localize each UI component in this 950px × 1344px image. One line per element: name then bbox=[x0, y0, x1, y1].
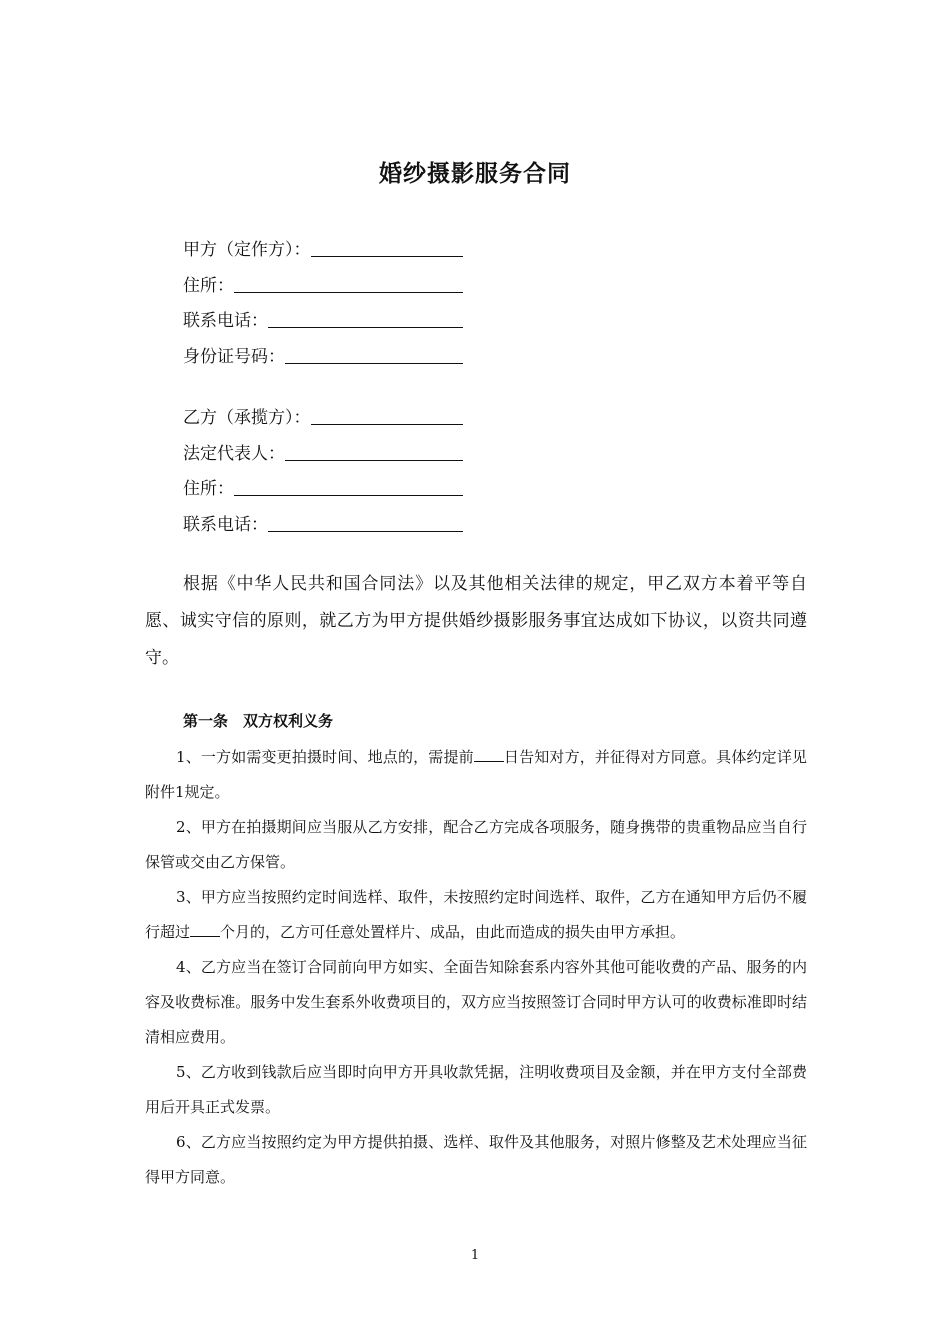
fill-in-blank[interactable] bbox=[285, 460, 463, 461]
party-a-phone-field bbox=[183, 304, 463, 340]
party-a-name-field bbox=[183, 233, 463, 269]
field-label: 住所： bbox=[183, 275, 234, 296]
inline-blank[interactable] bbox=[190, 922, 220, 937]
party-b-block bbox=[183, 401, 463, 543]
fill-in-blank[interactable] bbox=[311, 256, 464, 257]
clause-text: 3、甲方应当按照约定时间选样、取件，未按照约定时间选样、取件，乙方在通知甲方后仍不履行超过 bbox=[145, 888, 807, 941]
fill-in-blank[interactable] bbox=[268, 327, 463, 328]
clause-6: 6、乙方应当按照约定为甲方提供拍摄、选样、取件及其他服务，对照片修整及艺术处理应当征得甲方同意。 bbox=[145, 1133, 807, 1186]
clause-list bbox=[145, 740, 807, 1195]
clause-1 bbox=[145, 740, 807, 810]
field-label: 乙方（承揽方）： bbox=[183, 408, 311, 428]
section-title: 第一条 双方权利义务 bbox=[183, 712, 334, 730]
party-b-representative-field bbox=[183, 437, 463, 473]
fill-in-blank[interactable] bbox=[268, 531, 463, 532]
fill-in-blank[interactable] bbox=[311, 424, 464, 425]
clause-3 bbox=[145, 880, 807, 950]
field-label: 法定代表人： bbox=[183, 443, 285, 464]
fill-in-blank[interactable] bbox=[234, 292, 463, 293]
inline-blank[interactable] bbox=[474, 747, 504, 762]
page-number: 1 bbox=[470, 1248, 480, 1263]
party-a-block bbox=[183, 233, 463, 375]
party-a-id-field bbox=[183, 340, 463, 376]
party-b-address-field bbox=[183, 472, 463, 508]
clause-4: 4、乙方应当在签订合同前向甲方如实、全面告知除套系内容外其他可能收费的产品、服务的内容及收费标准。服务中发生套系外收费项目的，双方应当按照签订合同时甲方认可的收费标准即时结清相应费用。 bbox=[145, 958, 807, 1046]
field-label: 身份证号码： bbox=[183, 346, 285, 367]
clause-text: 个月的，乙方可任意处置样片、成品，由此而造成的损失由甲方承担。 bbox=[220, 923, 686, 941]
party-b-phone-field bbox=[183, 508, 463, 544]
clause-2: 2、甲方在拍摄期间应当服从乙方安排，配合乙方完成各项服务，随身携带的贵重物品应当自行保管或交由乙方保管。 bbox=[145, 818, 807, 871]
field-label: 联系电话： bbox=[183, 514, 268, 535]
party-a-address-field bbox=[183, 269, 463, 305]
document-title: 婚纱摄影服务合同 bbox=[379, 161, 571, 187]
field-label: 住所： bbox=[183, 479, 234, 499]
fill-in-blank[interactable] bbox=[285, 363, 463, 364]
clause-5: 5、乙方收到钱款后应当即时向甲方开具收款凭据，注明收费项目及金额，并在甲方支付全部费用后开具正式发票。 bbox=[145, 1063, 807, 1116]
intro-paragraph: 根据《中华人民共和国合同法》以及其他相关法律的规定，甲乙双方本着平等自愿、诚实守信的原则，就乙方为甲方提供婚纱摄影服务事宜达成如下协议，以资共同遵守。 bbox=[145, 574, 807, 668]
clause-text: 1、一方如需变更拍摄时间、地点的，需提前 bbox=[176, 748, 474, 766]
fill-in-blank[interactable] bbox=[234, 495, 463, 496]
party-b-name-field bbox=[183, 401, 463, 437]
field-label: 甲方（定作方）： bbox=[183, 240, 311, 260]
field-label: 联系电话： bbox=[183, 311, 268, 331]
clause-text: 日告知对方，并征得对方同意。具体约定详见附件1规定。 bbox=[145, 748, 807, 801]
